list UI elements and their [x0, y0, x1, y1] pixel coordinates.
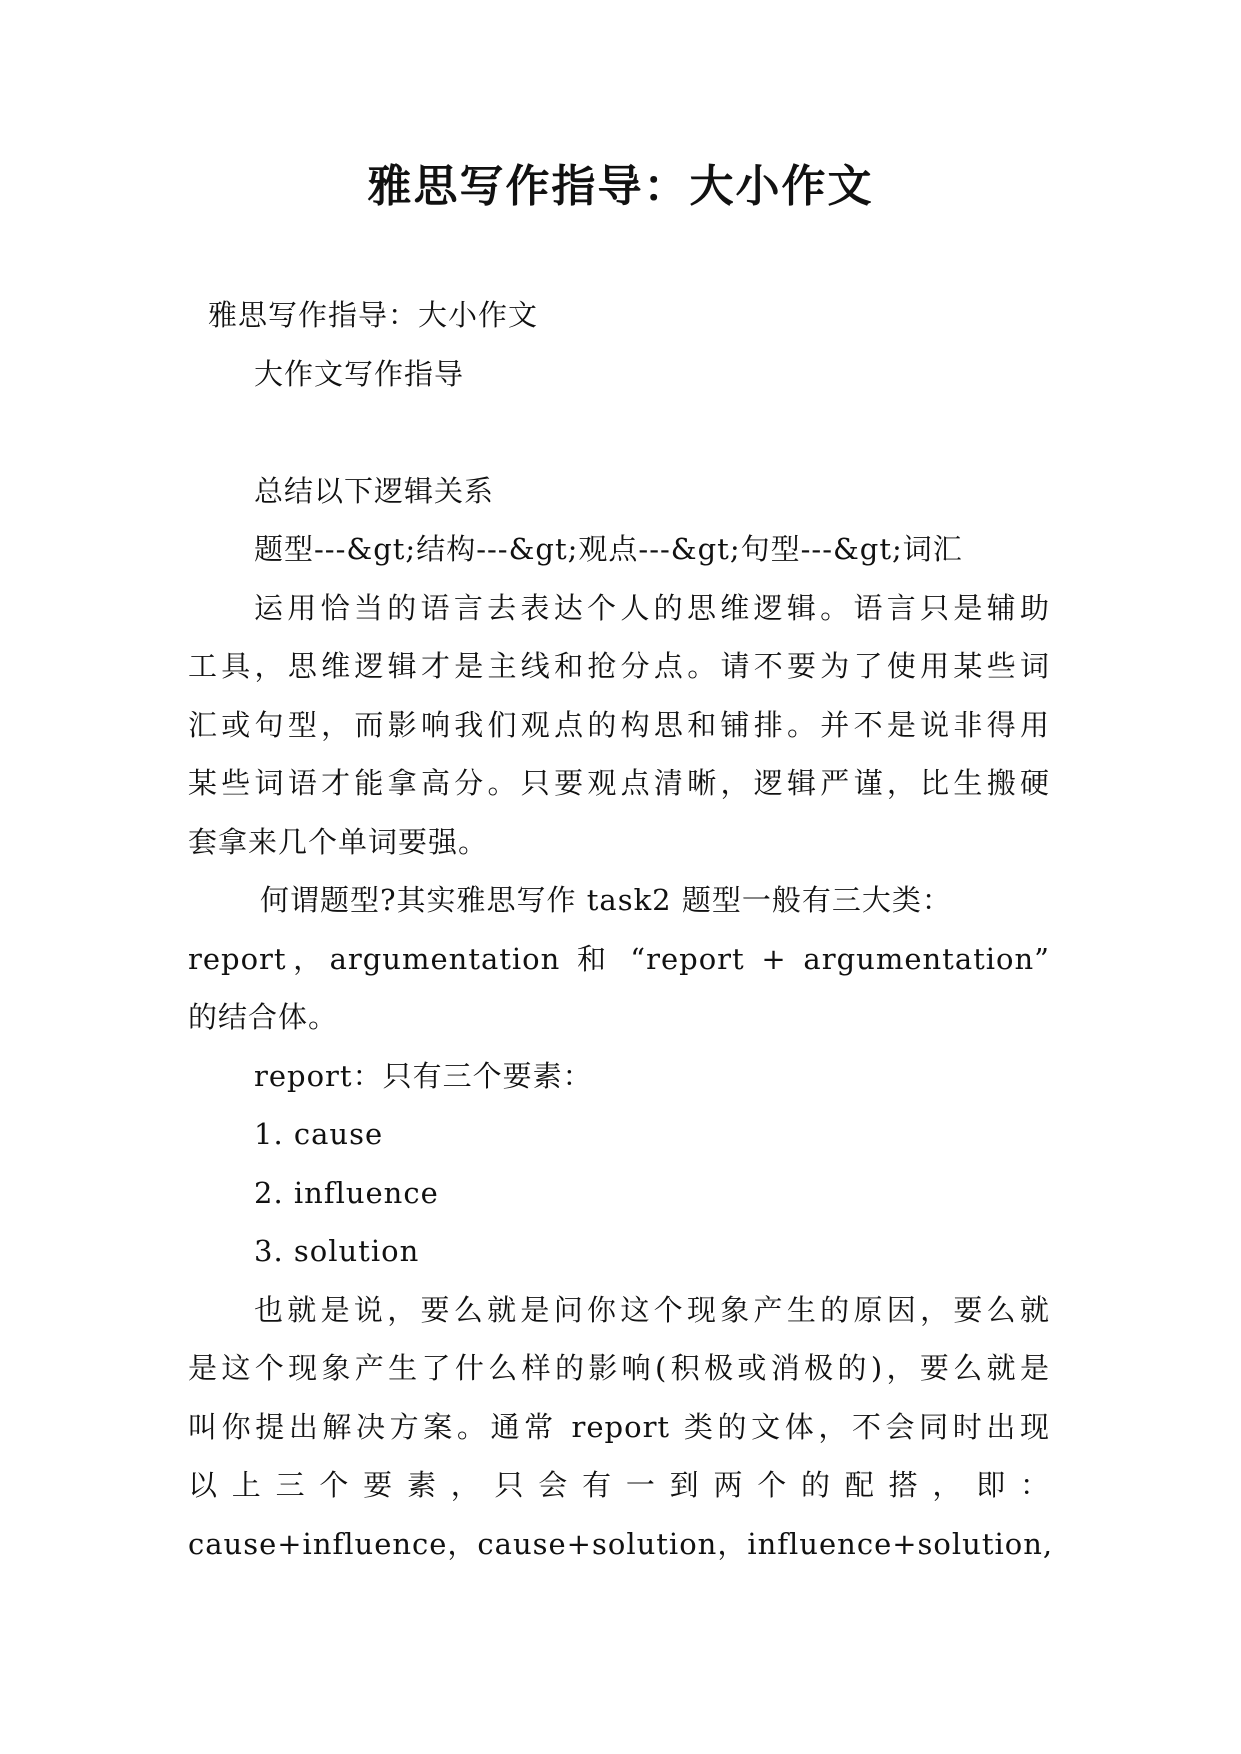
paragraph-line: 的结合体。 [188, 1000, 339, 1034]
paragraph-line: 以上三个要素，只会有一到两个的配搭，即： [188, 1468, 1050, 1502]
section-heading: 大作文写作指导 [254, 356, 465, 391]
paragraph-line: report：只有三个要素： [254, 1058, 593, 1093]
paragraph-line: 某些词语才能拿高分。只要观点清晰，逻辑严谨，比生搬硬 [188, 766, 1050, 800]
blank-line [188, 403, 1050, 462]
paragraph-line: 运用恰当的语言去表达个人的思维逻辑。语言只是辅助 [254, 590, 1050, 625]
paragraph-line: 也就是说，要么就是问你这个现象产生的原因，要么就 [254, 1292, 1050, 1327]
paragraph-line: report，argumentation 和 “report + argumentation” [188, 941, 1050, 976]
paragraph-line: 汇或句型，而影响我们观点的构思和铺排。并不是说非得用 [188, 707, 1050, 742]
paragraph-line: 工具，思维逻辑才是主线和抢分点。请不要为了使用某些词 [188, 649, 1050, 683]
subtitle-line: 雅思写作指导：大小作文 [208, 298, 539, 332]
paragraph-line: 总结以下逻辑关系 [254, 473, 495, 508]
paragraph-line: cause+influence，cause+solution，influence+solution, [188, 1526, 1054, 1561]
paragraph-line: 何谓题型?其实雅思写作 task2 题型一般有三大类： [260, 883, 952, 917]
list-item: 3. solution [254, 1234, 420, 1268]
list-item: 2. influence [254, 1175, 439, 1210]
paragraph-line: 题型---&gt;结构---&gt;观点---&gt;句型---&gt;词汇 [254, 532, 963, 566]
page-title: 雅思写作指导：大小作文 [367, 161, 874, 212]
document-body [188, 286, 1054, 1573]
paragraph-line: 套拿来几个单词要强。 [188, 824, 489, 859]
paragraph-line: 是这个现象产生了什么样的影响(积极或消极的)，要么就是 [188, 1351, 1050, 1385]
list-item: 1. cause [254, 1117, 384, 1151]
paragraph-line: 叫你提出解决方案。通常 report 类的文体，不会同时出现 [188, 1409, 1050, 1444]
